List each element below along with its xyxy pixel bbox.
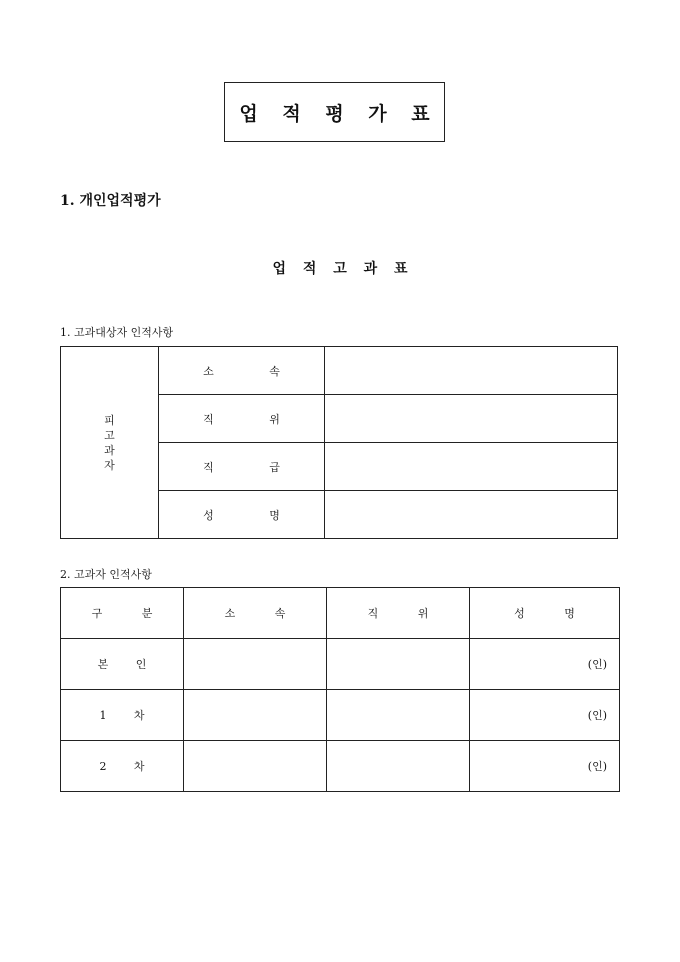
field-label-name: 성 명 [159, 491, 325, 539]
section-heading: 1. 개인업적평가 [60, 193, 161, 209]
table-row [61, 639, 620, 690]
position-value-cell[interactable] [325, 395, 618, 443]
grade-value-cell[interactable] [325, 443, 618, 491]
position-cell[interactable] [327, 741, 470, 792]
table1-caption: 1. 고과대상자 인적사항 [60, 326, 174, 339]
table-row [61, 347, 618, 395]
row-label-self: 본 인 [61, 639, 184, 690]
signature-seal-cell[interactable]: (인) [470, 741, 620, 792]
table-row [61, 741, 620, 792]
affiliation-cell[interactable] [184, 639, 327, 690]
name-value-cell[interactable] [325, 491, 618, 539]
side-label-char: 고 [104, 428, 115, 442]
table-subtitle: 업 적 고 과 표 [272, 261, 414, 277]
signature-seal-cell[interactable]: (인) [470, 690, 620, 741]
position-cell[interactable] [327, 690, 470, 741]
field-label-affiliation: 소 속 [159, 347, 325, 395]
field-label-grade: 직 급 [159, 443, 325, 491]
side-label-char: 과 [104, 443, 115, 457]
affiliation-cell[interactable] [184, 690, 327, 741]
document-title: 업 적 평 가 표 [224, 82, 445, 142]
row-label-first: 1 차 [61, 690, 184, 741]
table-row [61, 690, 620, 741]
signature-seal-cell[interactable]: (인) [470, 639, 620, 690]
table2-caption: 2. 고과자 인적사항 [60, 568, 152, 581]
header-position: 직 위 [327, 588, 470, 639]
evaluatee-side-label [61, 347, 159, 539]
row-label-second: 2 차 [61, 741, 184, 792]
side-label-char: 피 [104, 413, 115, 427]
header-category: 구 분 [61, 588, 184, 639]
side-label-char: 자 [104, 458, 115, 472]
evaluatee-info-table [60, 346, 618, 539]
table-header-row [61, 588, 620, 639]
field-label-position: 직 위 [159, 395, 325, 443]
affiliation-cell[interactable] [184, 741, 327, 792]
header-affiliation: 소 속 [184, 588, 327, 639]
header-name: 성 명 [470, 588, 620, 639]
affiliation-value-cell[interactable] [325, 347, 618, 395]
evaluator-info-table [60, 587, 620, 792]
position-cell[interactable] [327, 639, 470, 690]
